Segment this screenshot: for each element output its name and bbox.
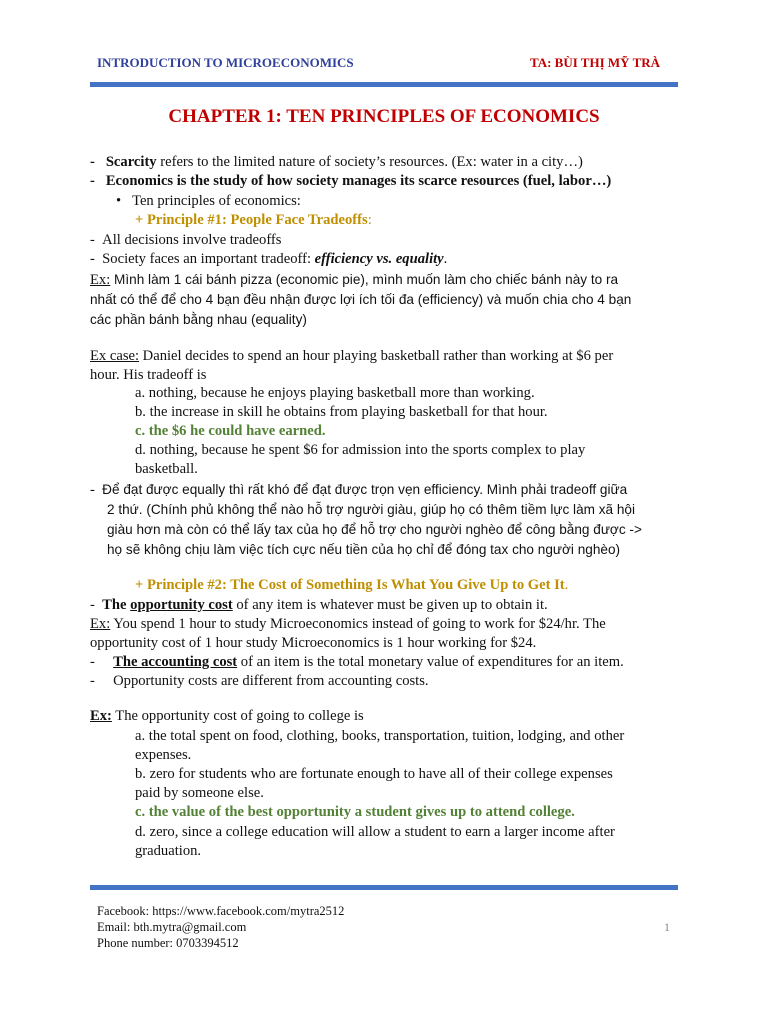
scarcity-line xyxy=(90,153,583,172)
principle-2-title: + Principle #2: The Cost of Something Is What You Give Up to Get It xyxy=(135,577,565,593)
economics-text: Economics is the study of how society manages its scarce resources (fuel, labor…) xyxy=(105,173,612,189)
dash-bullet: - xyxy=(90,597,103,613)
p1-tradeoff-emphasis: efficiency vs. equality xyxy=(314,251,444,267)
p1-example-line-3: các phần bánh bằng nhau (equality) xyxy=(90,312,307,327)
ten-principles-line xyxy=(116,192,301,211)
ex-case-text-1: Daniel decides to spend an hour playing basketball rather than working at $6 per xyxy=(139,348,614,364)
accounting-cost-line xyxy=(90,653,624,672)
dash-bullet: - xyxy=(90,154,106,170)
p2-option-b-2: paid by someone else. xyxy=(135,785,264,801)
dot-bullet: • xyxy=(116,193,133,209)
dash-bullet: - xyxy=(90,232,103,248)
p1-example-text-1: Mình làm 1 cái bánh pizza (economic pie), mình muốn làm cho chiếc bánh này to ra xyxy=(110,272,619,287)
p2-example-text-1: You spend 1 hour to study Microeconomics instead of going to work for $24/hr. The xyxy=(110,616,606,632)
opportunity-cost-term: opportunity cost xyxy=(130,597,233,613)
p1-line-1 xyxy=(90,231,281,250)
example-label: Ex: xyxy=(90,272,111,288)
p1-line-2 xyxy=(90,250,447,269)
p1-vn-text-1: Để đạt được equally thì rất khó để đạt được trọn vẹn efficiency. Mình phải tradeoff giữa xyxy=(102,482,628,497)
economics-line xyxy=(90,172,611,191)
footer-facebook: Facebook: https://www.facebook.com/mytra2512 xyxy=(97,904,345,918)
header-course: INTRODUCTION TO MICROECONOMICS xyxy=(97,55,354,70)
p2-option-a-1: a. the total spent on food, clothing, books, transportation, tuition, lodging, and other xyxy=(135,728,625,744)
principle-2-dot: . xyxy=(564,577,569,593)
scarcity-text: refers to the limited nature of society’s resources. (Ex: water in a city…) xyxy=(156,154,583,170)
ex-case-label: Ex case: xyxy=(90,348,140,364)
p1-option-d-2: basketball. xyxy=(135,461,198,477)
principle-1-heading xyxy=(135,211,372,230)
p2-example-line-2: opportunity cost of 1 hour study Microeconomics is 1 hour working for $24. xyxy=(90,635,537,651)
p1-vn-line-4: họ sẽ không chịu làm việc tích cực nếu tiền của họ chỉ để đóng tax cho người nghèo) xyxy=(107,542,621,557)
principle-1-title: + Principle #1: People Face Tradeoffs xyxy=(135,212,368,228)
p1-line-2-text: Society faces an important tradeoff: xyxy=(102,251,315,267)
costs-difference-line xyxy=(90,672,429,691)
p1-option-a: a. nothing, because he enjoys playing basketball more than working. xyxy=(135,385,535,401)
ex-case-line-1 xyxy=(90,347,613,366)
p1-option-c-answer: c. the $6 he could have earned. xyxy=(135,423,326,439)
oc-the: The xyxy=(102,597,131,613)
footer-phone: Phone number: 0703394512 xyxy=(97,936,239,950)
example-label: Ex: xyxy=(90,616,111,632)
p1-line-1-text: All decisions involve tradeoffs xyxy=(102,232,282,248)
dash-bullet: - xyxy=(90,173,106,189)
p1-vn-line-3: giàu hơn mà còn có thể lấy tax của họ để hỗ trợ cho người nghèo để công bằng được -> xyxy=(107,522,642,537)
p2-example-2-line xyxy=(90,707,364,726)
page-number: 1 xyxy=(664,920,670,934)
p2-option-a-2: expenses. xyxy=(135,747,192,763)
p2-example-line-1 xyxy=(90,615,606,634)
footer-rule xyxy=(90,885,678,890)
costs-difference-text: Opportunity costs are different from accounting costs. xyxy=(113,673,429,689)
p1-line-2-end: . xyxy=(443,251,448,267)
footer-email: Email: bth.mytra@gmail.com xyxy=(97,920,247,934)
ex-case-line-2: hour. His tradeoff is xyxy=(90,367,207,383)
p1-option-d-1: d. nothing, because he spent $6 for admission into the sports complex to play xyxy=(135,442,586,458)
dash-bullet: - xyxy=(90,482,103,498)
p1-example-line-2: nhất có thể để cho 4 bạn đều nhận được lợi ích tối đa (efficiency) và muốn chia cho 4 bạn xyxy=(90,292,632,307)
example-label: Ex: xyxy=(90,708,112,724)
p2-option-c-answer: c. the value of the best opportunity a student gives up to attend college. xyxy=(135,804,575,820)
p1-vn-line-2: 2 thứ. (Chính phủ không thể nào hỗ trợ người giàu, giúp họ có thêm tiềm lực làm xã hội xyxy=(107,502,635,517)
header-rule xyxy=(90,82,678,87)
dash-bullet: - xyxy=(90,654,114,670)
p2-example-2-text: The opportunity cost of going to college is xyxy=(111,708,364,724)
p1-option-b: b. the increase in skill he obtains from playing basketball for that hour. xyxy=(135,404,548,420)
accounting-cost-term: The accounting cost xyxy=(113,654,238,670)
dash-bullet: - xyxy=(90,251,103,267)
opportunity-cost-line xyxy=(90,596,548,615)
principle-1-colon: : xyxy=(367,212,372,228)
scarcity-term: Scarcity xyxy=(105,154,157,170)
p1-example-line-1 xyxy=(90,270,618,290)
p2-option-d-1: d. zero, since a college education will allow a student to earn a larger income after xyxy=(135,824,615,840)
dash-bullet: - xyxy=(90,673,114,689)
header-ta: TA: BÙI THỊ MỸ TRÀ xyxy=(530,55,661,70)
accounting-cost-text: of an item is the total monetary value of expenditures for an item. xyxy=(237,654,624,670)
opportunity-cost-text: of any item is whatever must be given up to obtain it. xyxy=(232,597,548,613)
p2-option-d-2: graduation. xyxy=(135,843,202,859)
p2-option-b-1: b. zero for students who are fortunate enough to have all of their college expenses xyxy=(135,766,613,782)
p1-vn-line-1 xyxy=(90,480,627,500)
ten-principles-text: Ten principles of economics: xyxy=(132,193,301,209)
page-title: CHAPTER 1: TEN PRINCIPLES OF ECONOMICS xyxy=(168,106,600,127)
principle-2-heading xyxy=(135,576,568,595)
